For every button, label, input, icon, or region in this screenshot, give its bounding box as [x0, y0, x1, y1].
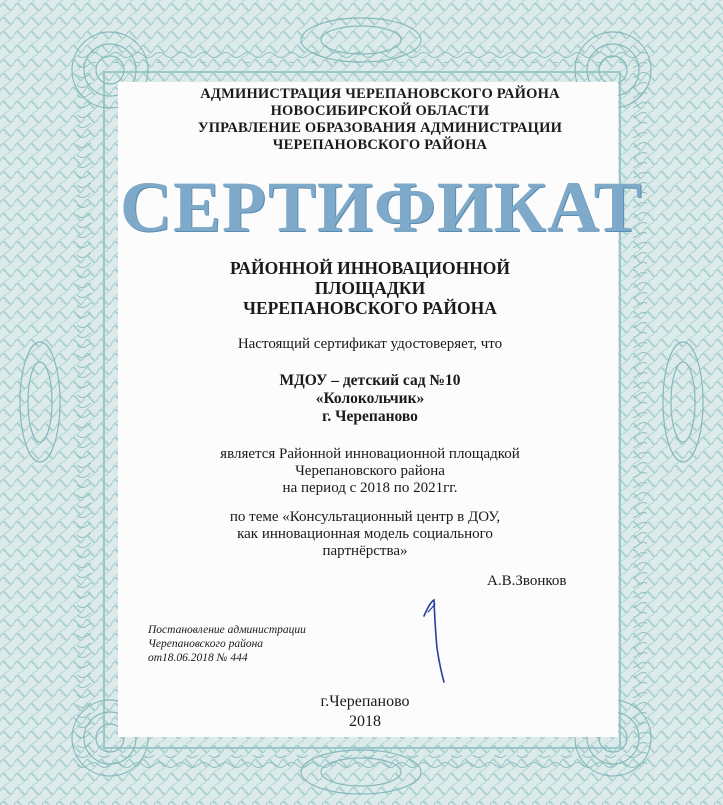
- decree-reference: [148, 623, 306, 665]
- topic-line: партнёрства»: [322, 543, 408, 559]
- certificate-subtitle: [150, 258, 590, 318]
- subtitle-line: ПЛОЩАДКИ: [314, 278, 426, 298]
- issue-year: 2018: [349, 713, 381, 730]
- city-name: г.Черепаново: [320, 693, 410, 710]
- decree-line: от18.06.2018 № 444: [148, 652, 248, 664]
- place-and-year: [150, 692, 580, 732]
- decree-line: Постановление администрации: [148, 624, 306, 636]
- issuer-line: АДМИНИСТРАЦИЯ ЧЕРЕПАНОВСКОГО РАЙОНА: [200, 86, 560, 102]
- topic-statement: [150, 509, 580, 560]
- organization-line: «Колокольчик»: [315, 390, 425, 407]
- status-line: является Районной инновационной площадкой: [220, 446, 520, 462]
- topic-line: как инновационная модель социального: [237, 526, 493, 542]
- issuer-line: НОВОСИБИРСКОЙ ОБЛАСТИ: [270, 103, 490, 119]
- handwritten-signature: [410, 596, 460, 686]
- decree-line: Черепановского района: [148, 638, 264, 650]
- status-statement: [130, 446, 610, 497]
- organization-line: г. Черепаново: [322, 408, 418, 425]
- topic-line: по теме «Консультационный центр в ДОУ,: [229, 509, 501, 525]
- status-line: Черепановского района: [295, 463, 445, 479]
- issuer-header: [150, 86, 610, 154]
- status-line: на период с 2018 по 2021гг.: [282, 480, 458, 496]
- issuer-line: ЧЕРЕПАНОВСКОГО РАЙОНА: [272, 137, 488, 153]
- certifies-statement: Настоящий сертификат удостоверяет, что: [237, 336, 503, 352]
- organization-name: [150, 372, 590, 426]
- subtitle-line: ЧЕРЕПАНОВСКОГО РАЙОНА: [243, 298, 497, 318]
- subtitle-line: РАЙОННОЙ ИННОВАЦИОННОЙ: [229, 258, 511, 278]
- signer-name: А.В.Звонков: [487, 573, 567, 589]
- organization-line: МДОУ – детский сад №10: [279, 372, 461, 389]
- certificate-title: СЕРТИФИКАТ: [120, 167, 643, 247]
- issuer-line: УПРАВЛЕНИЕ ОБРАЗОВАНИЯ АДМИНИСТРАЦИИ: [197, 120, 563, 136]
